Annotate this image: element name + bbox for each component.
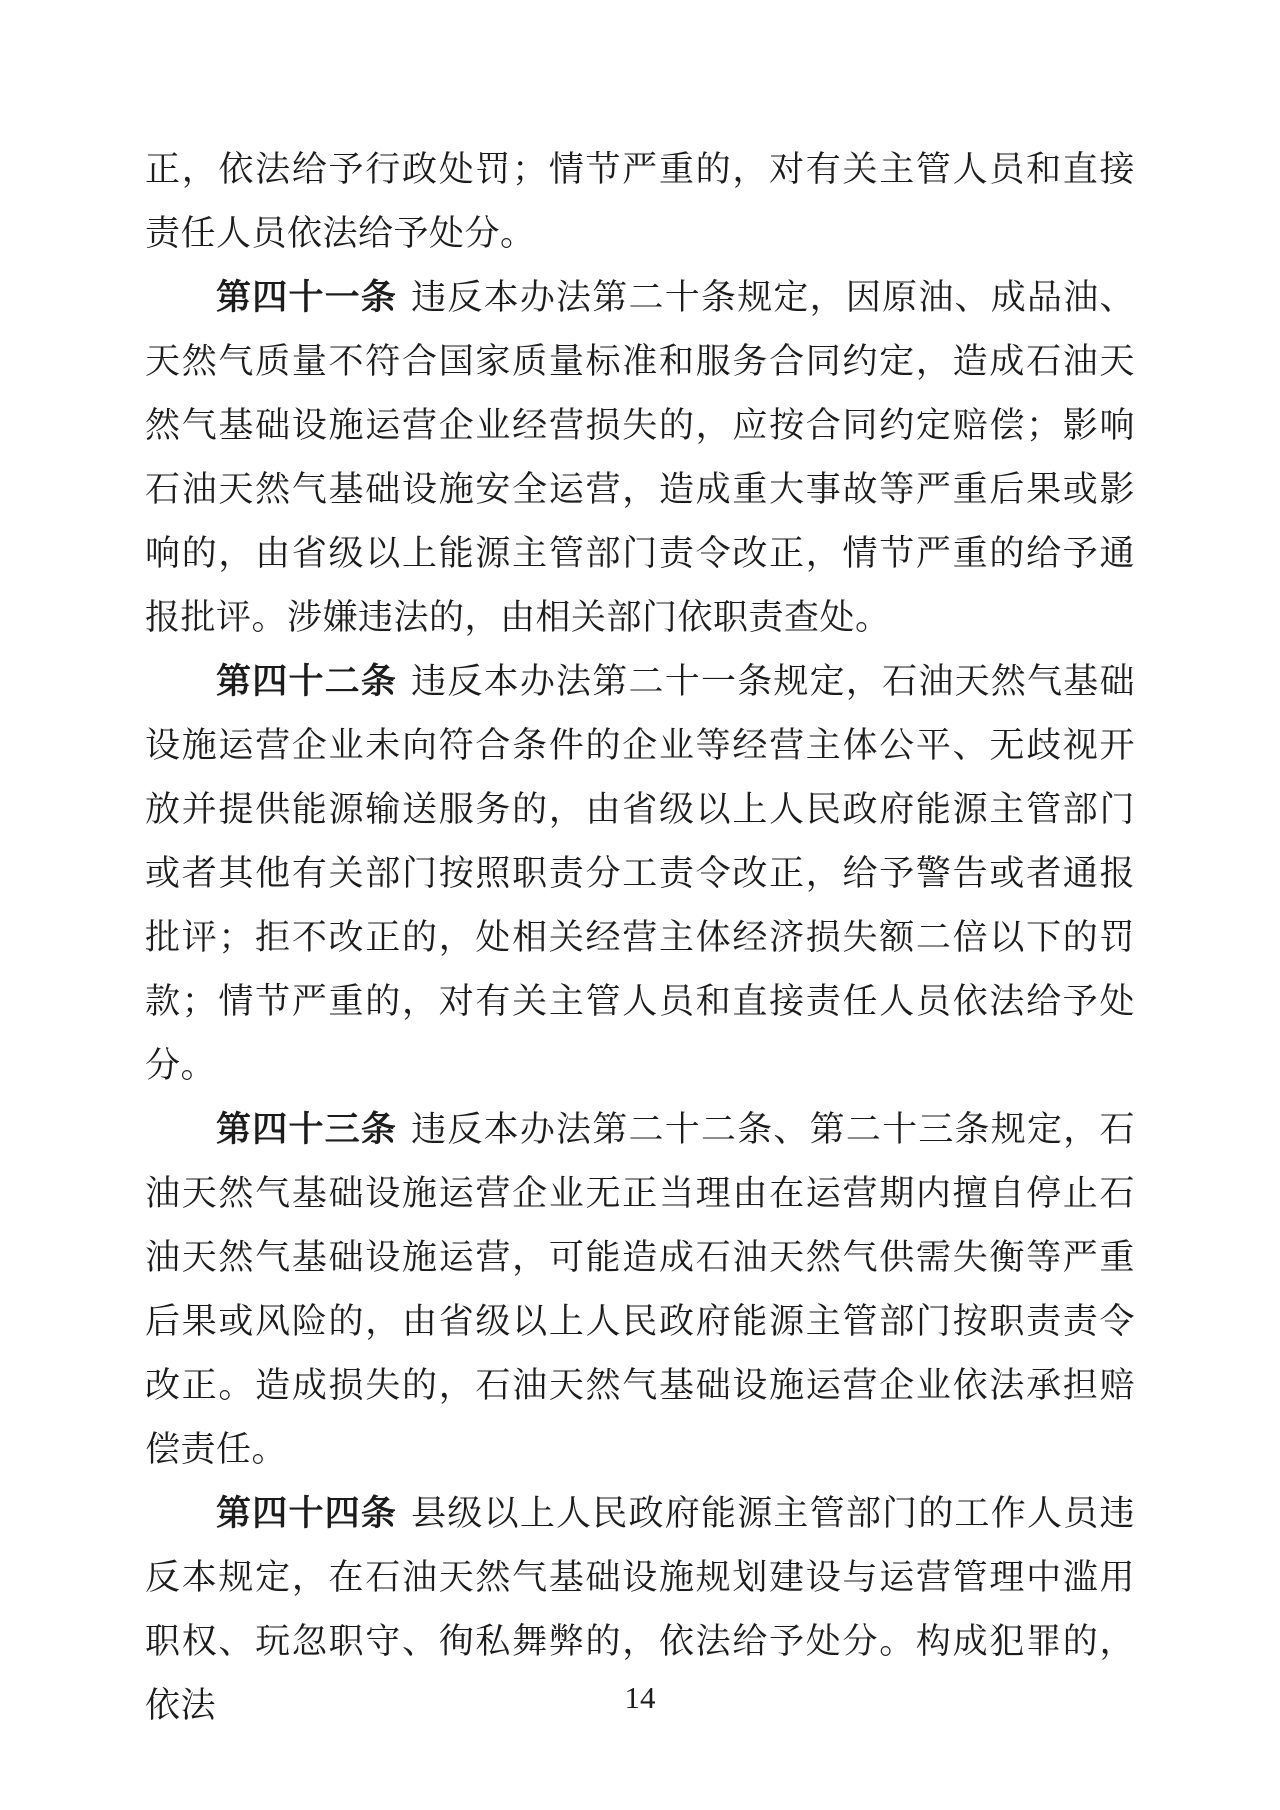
article-44-number: 第四十四条	[216, 1494, 398, 1533]
document-body	[145, 138, 1135, 1738]
article-41-text: 违反本办法第二十条规定，因原油、成品油、天然气质量不符合国家质量标准和服务合同约定，造成石油天然气基础设施运营企业经营损失的，应按合同约定赔偿；影响石油天然气基础设施安全运营，造成重大事故等严重后果或影响的，由省级以上能源主管部门责令改正，情节严重的给予通报批评。涉嫌违法的，由相关部门依职责查处。	[145, 278, 1135, 637]
article-43-text: 违反本办法第二十二条、第二十三条规定，石油天然气基础设施运营企业无正当理由在运营期内擅自停止石油天然气基础设施运营，可能造成石油天然气供需失衡等严重后果或风险的，由省级以上人民政府能源主管部门按职责责令改正。造成损失的，石油天然气基础设施运营企业依法承担赔偿责任。	[145, 1110, 1135, 1469]
page-footer	[0, 1678, 1280, 1718]
article-42-text: 违反本办法第二十一条规定，石油天然气基础设施运营企业未向符合条件的企业等经营主体公平、无歧视开放并提供能源输送服务的，由省级以上人民政府能源主管部门或者其他有关部门按照职责分工责令改正，给予警告或者通报批评；拒不改正的，处相关经营主体经济损失额二倍以下的罚款；情节严重的，对有关主管人员和直接责任人员依法给予处分。	[145, 662, 1135, 1085]
article-42-paragraph	[145, 650, 1135, 1098]
paragraph-continuation: 正，依法给予行政处罚；情节严重的，对有关主管人员和直接责任人员依法给予处分。	[145, 150, 1135, 253]
article-41-number: 第四十一条	[216, 278, 398, 317]
article-42-number: 第四十二条	[216, 662, 398, 701]
article-41-paragraph	[145, 266, 1135, 650]
page-number: 14	[624, 1680, 656, 1715]
article-44-text: 县级以上人民政府能源主管部门的工作人员违反本规定，在石油天然气基础设施规划建设与运营管理中滥用职权、玩忽职守、徇私舞弊的，依法给予处分。构成犯罪的，依法	[145, 1494, 1135, 1725]
article-43-number: 第四十三条	[216, 1110, 398, 1149]
article-43-paragraph	[145, 1098, 1135, 1482]
